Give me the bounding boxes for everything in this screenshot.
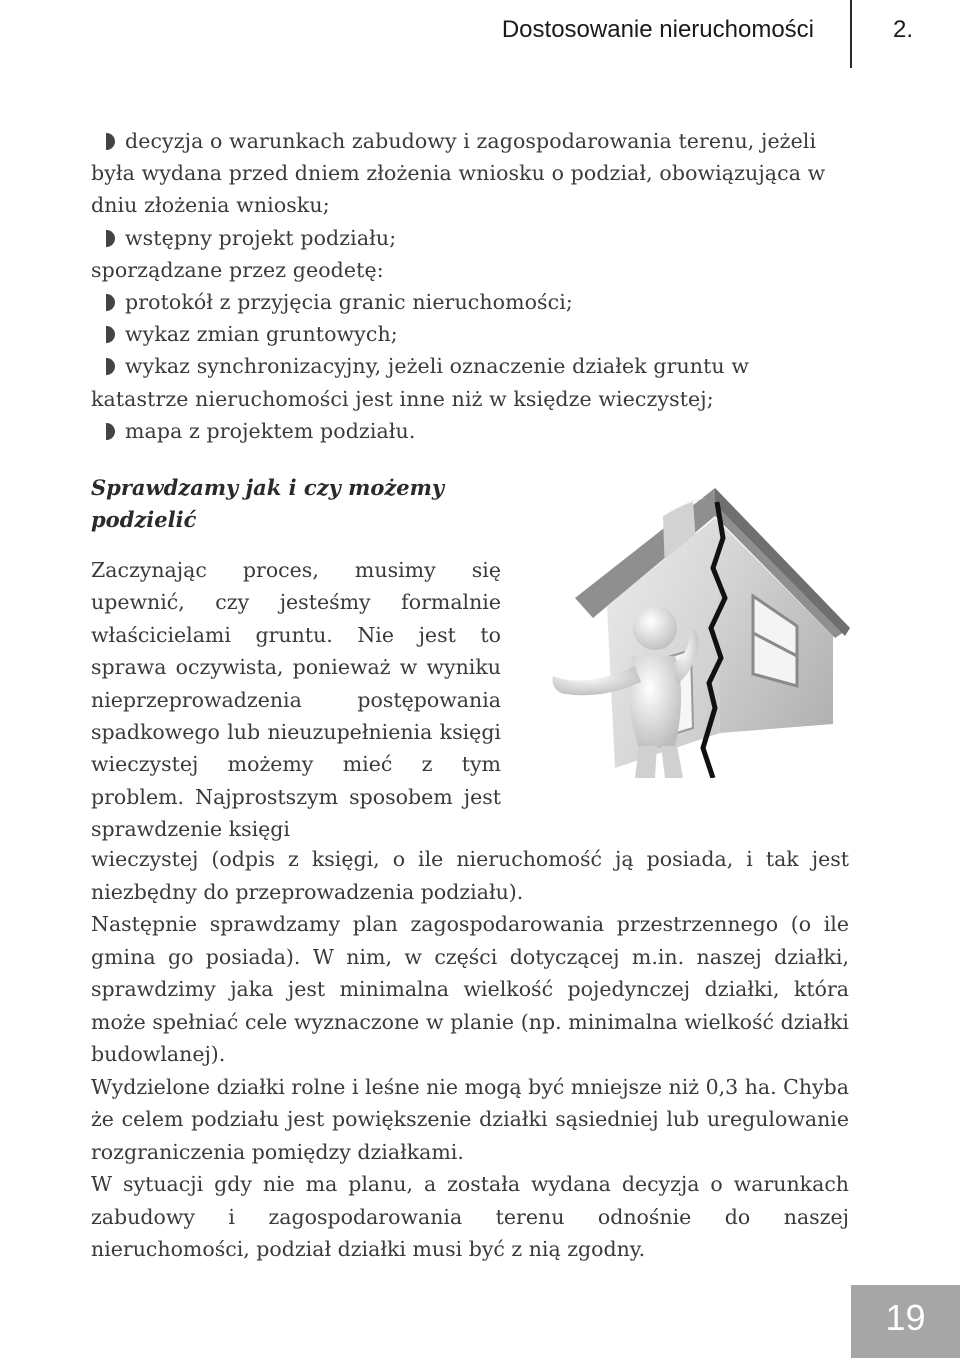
surveyor-documents-list <box>91 286 849 447</box>
chapter-number: 2. <box>893 16 914 43</box>
list-item: decyzja o warunkach zabudowy i zagospodarowania terenu, jeżeli była wydana przed dniem złożenia wniosku o podział, obowiązująca w dniu złożenia wniosku; <box>91 129 826 218</box>
chapter-title: Dostosowanie nieruchomości <box>501 16 814 43</box>
bullet-icon <box>106 133 115 150</box>
list-item: wykaz synchronizacyjny, jeżeli oznaczenie działek gruntu w katastrze nieruchomości jest inne niż w księdze wieczystej; <box>91 354 750 411</box>
list-item: mapa z projektem podziału. <box>91 415 849 447</box>
paragraph: W sytuacji gdy nie ma planu, a została wydana decyzja o warunkach zabudowy i zagospodarowania terenu odnośnie do naszej nieruchomości, podział działki musi być z nią zgodny. <box>91 1172 849 1261</box>
paragraph: wieczystej (odpis z księgi, o ile nieruchomość ją posiada, i tak jest niezbędny do przeprowadzenia podziału). <box>91 847 849 904</box>
documents-list <box>91 125 849 254</box>
bullet-icon <box>106 326 115 343</box>
running-header <box>0 0 960 68</box>
bullet-icon <box>106 423 115 440</box>
page-number-box <box>851 1285 960 1358</box>
body-text <box>91 843 849 1266</box>
cracked-house-illustration <box>515 478 855 778</box>
bullet-icon <box>106 230 115 247</box>
check-section <box>91 472 501 846</box>
header-divider <box>850 0 852 68</box>
bullet-icon <box>106 358 115 375</box>
list-item: wykaz zmian gruntowych; <box>91 318 849 350</box>
section-intro: Zaczynając proces, musimy się upewnić, czy jesteśmy formalnie właścicielami gruntu. Nie jest to sprawa oczywista, ponieważ w wyniku nieprzeprowadzenia postępowania spadkowego lub nieuzupełnienia księgi wieczystej możemy mieć z tym problem. Najprostszym sposobem jest sprawdzenie księgi <box>91 558 501 842</box>
list-item: protokół z przyjęcia granic nieruchomości; <box>91 286 849 318</box>
page-number: 19 <box>885 1297 926 1338</box>
section-heading: Sprawdzamy jak i czy możemy podzielić <box>91 475 445 532</box>
paragraph: Następnie sprawdzamy plan zagospodarowania przestrzennego (o ile gmina go posiada). W nim, w części dotyczącej m.in. naszej działki, sprawdzimy jaka jest minimalna wielkość pojedynczej działki, która może spełniać cele wyznaczone w planie (np. minimalna wielkość działki budowlanej). <box>91 912 849 1066</box>
list-item: wstępny projekt podziału; <box>91 222 849 254</box>
document-list-section <box>91 125 849 447</box>
subheading: sporządzane przez geodetę: <box>91 257 384 282</box>
bullet-icon <box>106 294 115 311</box>
paragraph: Wydzielone działki rolne i leśne nie mogą być mniejsze niż 0,3 ha. Chyba że celem podziału jest powiększenie działki sąsiedniej lub uregulowanie rozgraniczenia pomiędzy działkami. <box>91 1074 849 1164</box>
